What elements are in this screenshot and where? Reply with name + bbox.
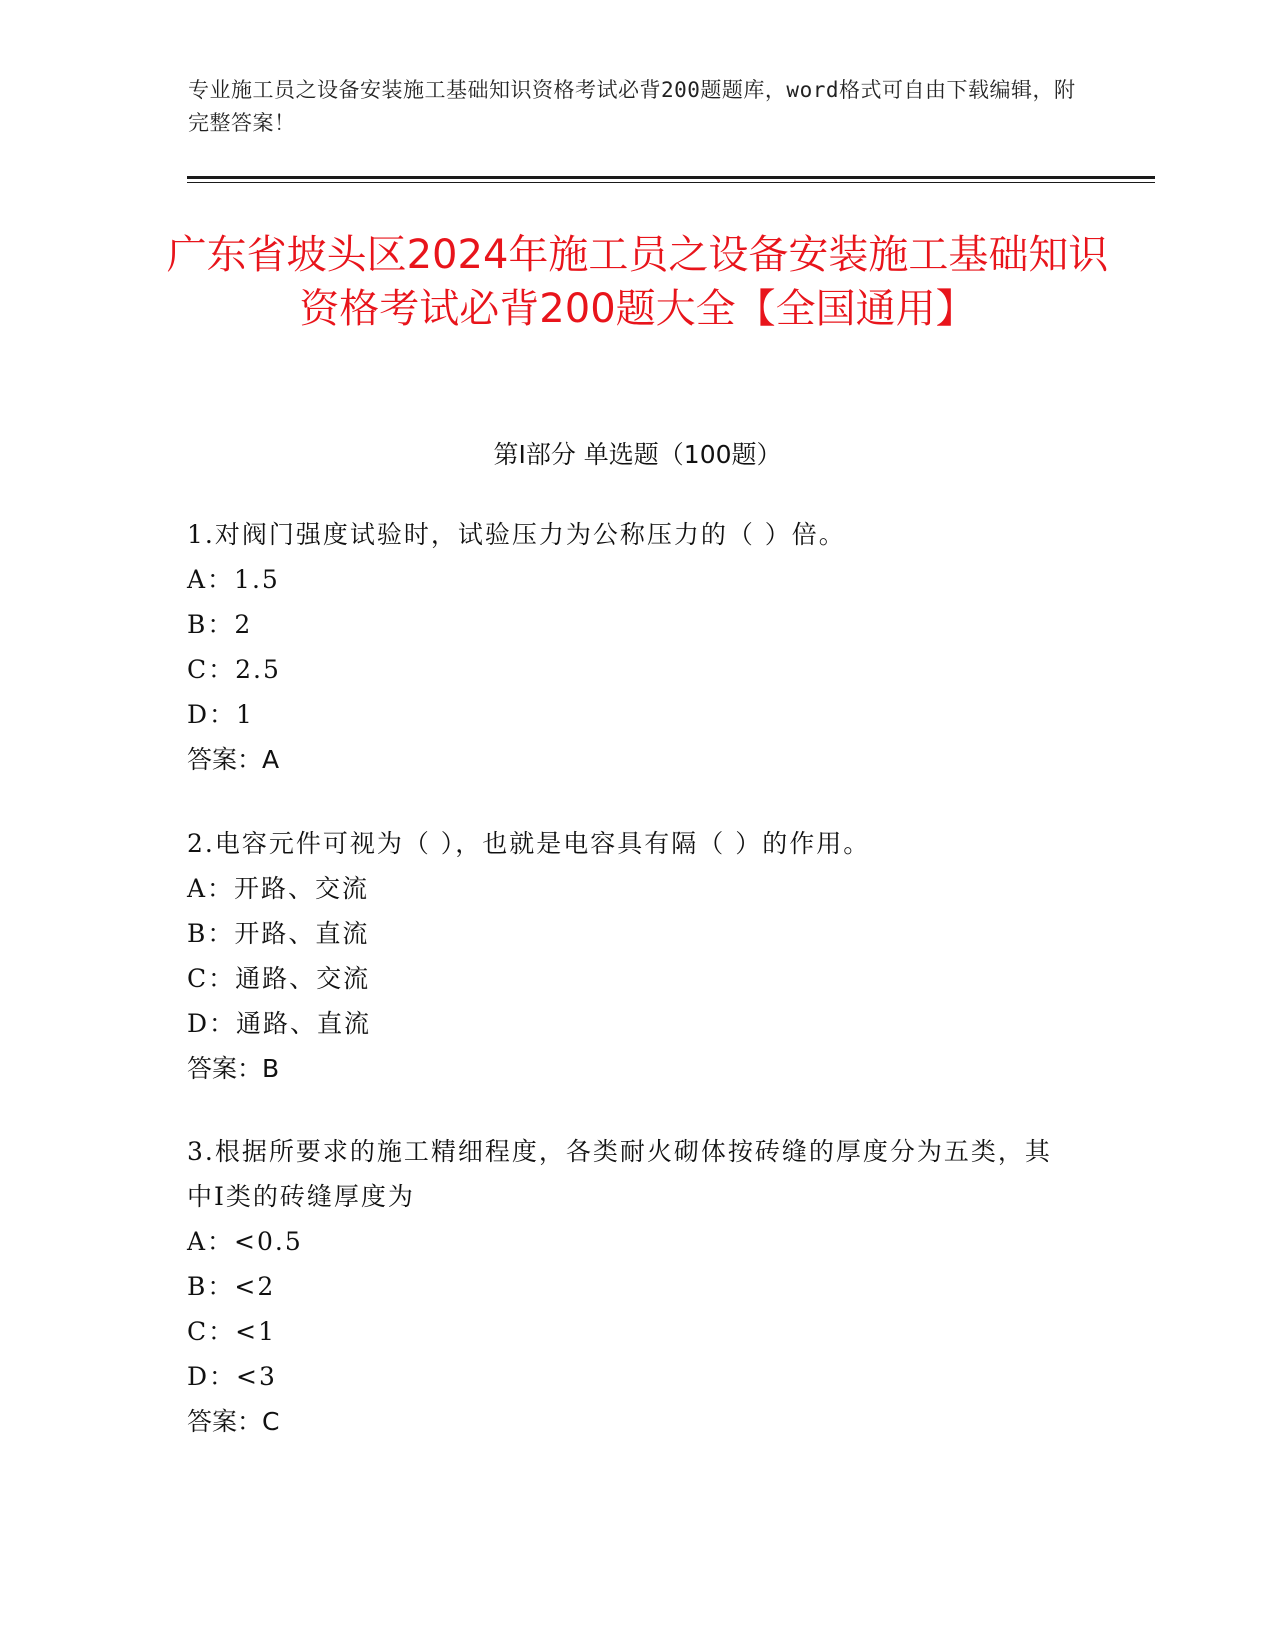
answer: 答案：A [187,745,280,774]
question-stem: 1.对阀门强度试验时，试验压力为公称压力的（ ）倍。 [187,520,846,549]
question-stem: 2.电容元件可视为（ ），也就是电容具有隔（ ）的作用。 [187,829,871,858]
option-c: C：<1 [187,1317,276,1346]
option-d: D：通路、直流 [187,1009,372,1038]
option-b: B：2 [187,610,253,639]
header-divider-thick [187,176,1155,179]
question-2 [187,821,1067,1091]
question-3 [187,1129,1067,1444]
answer: 答案：B [187,1054,280,1083]
section-heading: 第I部分 单选题（100题） [493,440,782,469]
option-a: A：1.5 [187,565,280,594]
question-1 [187,512,1067,782]
answer: 答案：C [187,1407,280,1436]
option-d: D：<3 [187,1362,277,1391]
header-divider-thin [187,182,1155,183]
header-note: 专业施工员之设备安装施工基础知识资格考试必背200题题库，word格式可自由下载编辑，附完整答案！ [188,78,1076,135]
option-b: B：<2 [187,1272,276,1301]
option-a: A：开路、交流 [187,874,370,903]
option-c: C：2.5 [187,655,281,684]
option-c: C：通路、交流 [187,964,371,993]
option-d: D：1 [187,700,254,729]
option-a: A：<0.5 [187,1227,303,1256]
option-b: B：开路、直流 [187,919,370,948]
document-title: 广东省坡头区2024年施工员之设备安装施工基础知识资格考试必背200题大全【全国通用】 [166,232,1109,332]
question-stem: 3.根据所要求的施工精细程度，各类耐火砌体按砖缝的厚度分为五类，其中I类的砖缝厚度为 [187,1137,1052,1211]
